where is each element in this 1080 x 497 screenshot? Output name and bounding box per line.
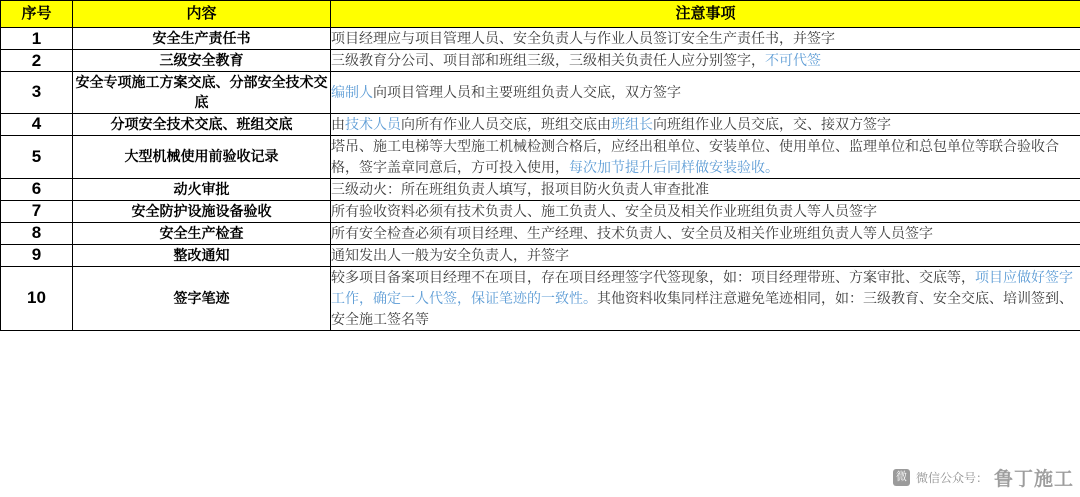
row-notes [331,178,1080,200]
row-content: 签字笔迹 [73,266,331,330]
table-row [1,113,1080,135]
row-content: 三级安全教育 [73,50,331,72]
watermark [893,464,1074,491]
notes-text: 通知发出人一般为安全负责人，并签字 [331,246,569,263]
watermark-text: 微信公众号： [915,471,988,485]
row-notes [331,266,1080,330]
row-notes [331,50,1080,72]
row-content: 安全专项施工方案交底、分部安全技术交底 [73,72,331,114]
wechat-icon: 微 [893,469,910,486]
notes-text: 三级教育分公司、项目部和班组三级，三级相关负责任人应分别签字， [331,52,765,68]
notes-text: 项目经理应与项目管理人员、安全负责人与作业人员签订安全生产责任书，并签字 [331,30,835,46]
watermark-brand: 鲁丁施工 [993,469,1074,490]
table-row [1,266,1080,330]
table-header [1,1,1080,28]
notes-text: 所有验收资料必须有技术负责人、施工负责人、安全员及相关作业班组负责人等人员签字 [331,202,877,219]
table-row [1,50,1080,72]
row-notes [331,222,1080,244]
column-header-notes: 注意事项 [331,1,1080,28]
notes-text: 所有安全检查必须有项目经理、生产经理、技术负责人、安全员及相关作业班组负责人等人员签字 [331,224,933,241]
table-row [1,222,1080,244]
notes-highlight-text: 编制人 [331,83,373,100]
notes-text: 向所有作业人员交底，班组交底由 [401,115,611,132]
notes-text: 三级动火：所在班组负责人填写，报项目防火负责人审查批准 [331,180,709,197]
row-notes [331,200,1080,222]
row-number: 3 [1,72,73,114]
table-row [1,28,1080,50]
row-notes [331,135,1080,178]
row-content: 安全生产责任书 [73,28,331,50]
row-content: 整改通知 [73,244,331,266]
row-content: 安全防护设施设备验收 [73,200,331,222]
row-number: 9 [1,244,73,266]
table-row [1,200,1080,222]
row-content: 安全生产检查 [73,222,331,244]
row-number: 2 [1,50,73,72]
table-row [1,244,1080,266]
row-number: 7 [1,200,73,222]
table-row [1,178,1080,200]
notes-text: 向项目管理人员和主要班组负责人交底，双方签字 [373,83,681,100]
notes-text: 向班组作业人员交底，交、接双方签字 [653,115,891,132]
row-content: 动火审批 [73,178,331,200]
row-content: 大型机械使用前验收记录 [73,135,331,178]
notes-text: 较多项目备案项目经理不在项目，存在项目经理签字代签现象，如：项目经理带班、方案审批、交底等， [331,268,975,285]
row-number: 10 [1,266,73,330]
notes-text: 其他资料收集同样注意避免笔迹相同，如：三级教育、安全交底、培训签到、安全施工签名等 [331,289,1073,327]
notes-highlight-text: 不可代签 [765,52,821,68]
notes-text: 塔吊、施工电梯等大型施工机械检测合格后，应经出租单位、安装单位、使用单位、监理单位和总包单位等联合验收合格，签字盖章同意后，方可投入使用， [331,137,1059,175]
notes-text: 由 [331,115,345,132]
notes-highlight-text: 班组长 [611,115,653,132]
row-notes [331,113,1080,135]
column-header-content: 内容 [73,1,331,28]
row-number: 5 [1,135,73,178]
row-notes [331,244,1080,266]
row-number: 6 [1,178,73,200]
row-number: 8 [1,222,73,244]
notes-highlight-text: 每次加节提升后同样做安装验收。 [569,158,779,175]
column-header-no: 序号 [1,1,73,28]
row-notes [331,28,1080,50]
row-notes [331,72,1080,114]
table-header-row [1,1,1080,28]
row-number: 4 [1,113,73,135]
notes-highlight-text: 技术人员 [345,115,401,132]
table-row [1,72,1080,114]
table-body [1,28,1080,331]
notes-highlight-text: 项目应做好签字工作，确定一人代签，保证笔迹的一致性。 [331,268,1073,306]
row-content: 分项安全技术交底、班组交底 [73,113,331,135]
row-number: 1 [1,28,73,50]
table-row [1,135,1080,178]
